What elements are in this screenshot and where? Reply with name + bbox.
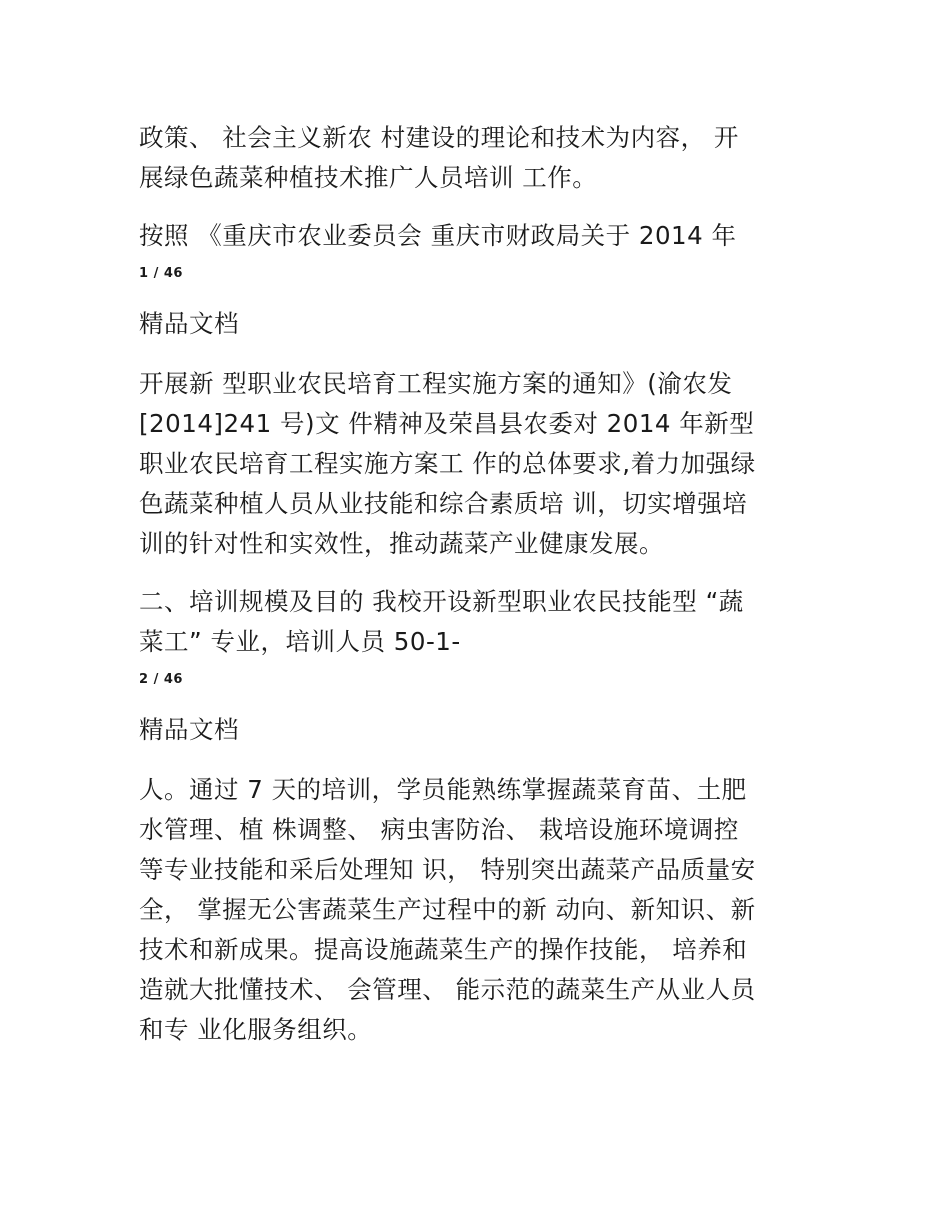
text-line: 开展新 型职业农民培育工程实施方案的通知》(渝农发 — [139, 369, 733, 398]
paragraph-notice — [139, 364, 819, 564]
text-line: 色蔬菜种植人员从业技能和综合素质培 训，切实增强培 — [139, 489, 748, 518]
text-line: 政策、 社会主义新农 村建设的理论和技术为内容， 开 — [139, 123, 739, 152]
text-line: 水管理、植 株调整、 病虫害防治、 栽培设施环境调控 — [139, 815, 739, 844]
text-line: 人。通过 7 天的培训，学员能熟练掌握蔬菜育苗、土肥 — [139, 775, 747, 804]
paragraph-goals — [139, 770, 819, 1050]
text-line: 全， 掌握无公害蔬菜生产过程中的新 动向、新知识、新 — [139, 895, 756, 924]
paragraph-policy — [139, 118, 819, 198]
paragraph-scale — [139, 582, 819, 662]
page-header: 精品文档 — [139, 715, 239, 744]
text-line: 展绿色蔬菜种植技术推广人员培训 工作。 — [139, 163, 598, 192]
text-line: 训的针对性和实效性，推动蔬菜产业健康发展。 — [139, 529, 664, 558]
document-page — [139, 118, 819, 1050]
page-header: 精品文档 — [139, 309, 239, 338]
text-line: 等专业技能和采后处理知 识， 特别突出蔬菜产品质量安 — [139, 855, 756, 884]
text-line: 造就大批懂技术、 会管理、 能示范的蔬菜生产从业人员 — [139, 975, 756, 1004]
text-line: 菜工” 专业，培训人员 50-1- — [139, 627, 461, 656]
paragraph-according — [139, 216, 819, 256]
page-number: 1 / 46 — [139, 266, 183, 281]
text-line: 职业农民培育工程实施方案工 作的总体要求,着力加强绿 — [139, 449, 756, 478]
text-line: 技术和新成果。提高设施蔬菜生产的操作技能， 培养和 — [139, 935, 748, 964]
text-line: 二、培训规模及目的 我校开设新型职业农民技能型 “蔬 — [139, 587, 744, 616]
text-line: [2014]241 号)文 件精神及荣昌县农委对 2014 年新型 — [139, 409, 755, 438]
text-line: 按照 《重庆市农业委员会 重庆市财政局关于 2014 年 — [139, 221, 737, 250]
text-line: 和专 业化服务组织。 — [139, 1015, 373, 1044]
page-number: 2 / 46 — [139, 672, 183, 687]
